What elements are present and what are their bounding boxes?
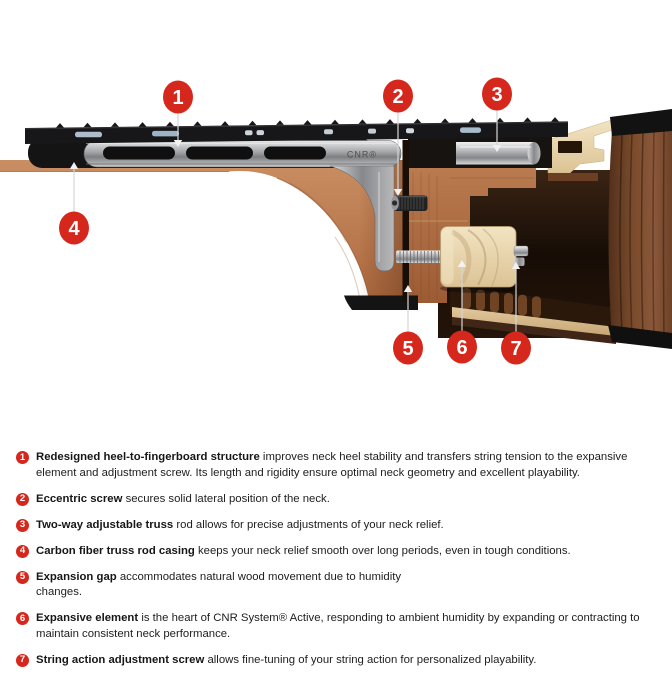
legend-item-1 (16, 450, 664, 481)
legend-term-4: Carbon fiber truss rod casing (36, 544, 195, 557)
expansive-element (440, 227, 518, 294)
legend-text-6 (36, 611, 664, 642)
legend-item-3 (16, 518, 664, 534)
legend-term-6: Expansive element (36, 612, 139, 624)
legend-bullet-5: 5 (16, 571, 29, 584)
heel-structure-bar (84, 141, 401, 168)
legend-bullet-6: 6 (16, 612, 29, 625)
legend-text-4 (36, 544, 571, 560)
legend-item-4 (16, 544, 664, 560)
legend-text-2 (36, 492, 330, 508)
legend-text-5 (36, 570, 448, 601)
legend-item-6 (16, 611, 664, 642)
expansion-gap (403, 140, 410, 302)
callout-5-number: 5 (402, 338, 414, 360)
legend-desc-6: is the heart of CNR System® Active, responding to ambient humidity by expanding or contracting to maintain consistent neck performance. (36, 612, 640, 640)
legend-bullet-4: 4 (16, 545, 29, 558)
legend-desc-7: allows fine-tuning of your string action for personalized playability. (207, 653, 537, 666)
callout-7-number: 7 (510, 338, 522, 360)
legend-text-3 (36, 518, 444, 534)
callout-3-number: 3 (491, 84, 503, 106)
legend-term-5: Expansion gap (36, 570, 117, 583)
eccentric-screw (391, 196, 427, 212)
legend-bullet-1: 1 (16, 451, 29, 464)
legend-desc-3: rod allows for precise adjustments of your neck relief. (176, 518, 444, 531)
cnr-engraving: CNR® (346, 149, 378, 160)
legend-text-7 (36, 653, 536, 669)
legend-bullet-3: 3 (16, 519, 29, 532)
legend-term-2: Eccentric screw (36, 492, 123, 505)
legend-bullet-2: 2 (16, 493, 29, 506)
legend (16, 450, 664, 679)
threaded-rod (396, 251, 442, 264)
legend-term-1: Redesigned heel-to-fingerboard structure (36, 451, 260, 463)
legend-item-5 (16, 570, 664, 601)
legend-bullet-7: 7 (16, 654, 29, 667)
legend-desc-2: secures solid lateral position of the neck. (125, 492, 330, 505)
callout-2-number: 2 (392, 86, 404, 108)
callout-4-number: 4 (68, 218, 80, 240)
legend-term-7: String action adjustment screw (36, 653, 205, 666)
legend-item-7 (16, 653, 664, 669)
legend-desc-4: keeps your neck relief smooth over long periods, even in tough conditions. (198, 544, 571, 557)
legend-term-3: Two-way adjustable truss (36, 518, 174, 531)
legend-item-2 (16, 492, 664, 508)
callout-6-number: 6 (456, 337, 468, 359)
callout-4 (59, 162, 89, 245)
legend-text-1 (36, 450, 664, 481)
callout-1-number: 1 (172, 87, 184, 109)
guitar-rim (608, 109, 672, 349)
legend-desc-1: improves neck heel stability and transfers string tension to the expansive element and adjustment screw. Its length and rigidity ensure optimal neck geometry and excellent playability. (36, 451, 628, 479)
legend-desc-5: accommodates natural wood movement due to humidity changes. (36, 570, 402, 598)
